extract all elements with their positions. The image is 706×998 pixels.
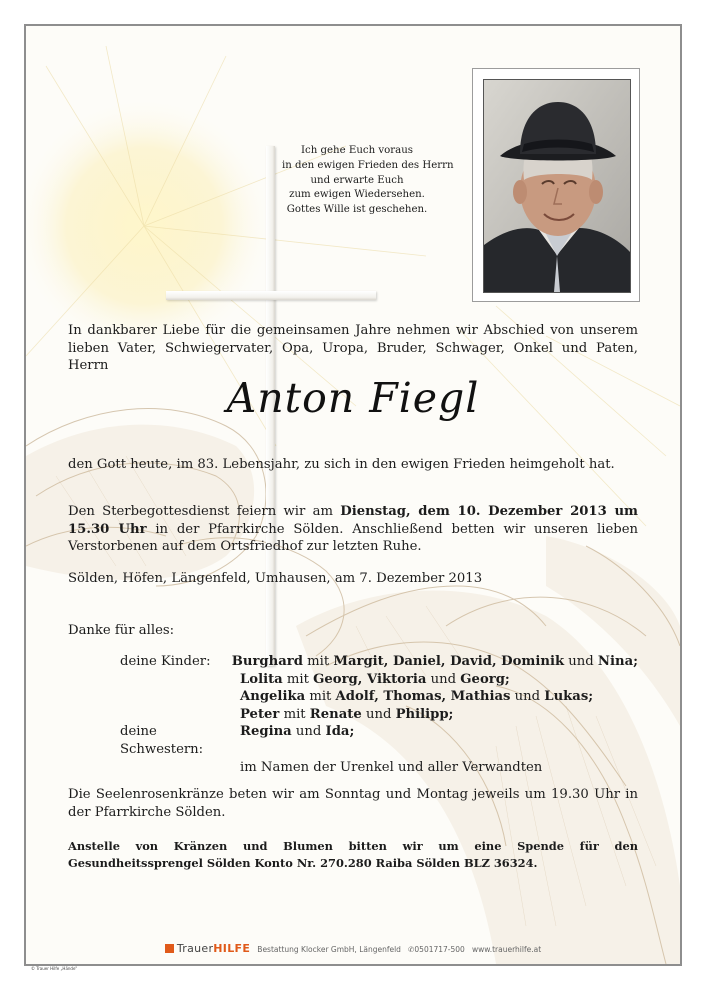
family-label-empty: [68, 759, 240, 777]
family-row: [68, 653, 638, 671]
family-row: [68, 723, 638, 758]
family-connector: mit: [302, 654, 334, 669]
family-row: [68, 759, 638, 777]
family-member-name: Philipp;: [395, 706, 454, 722]
obituary-sheet: [24, 24, 682, 966]
family-row: [68, 688, 638, 706]
donation-paragraph: Anstelle von Kränzen und Blumen bitten wir um eine Spende für den Gesundheitssprengel Sölden Konto Nr. 270.280 Raiba Sölden BLZ 36324.: [68, 839, 638, 870]
siblings-label: deine Schwestern:: [120, 724, 204, 757]
family-member-name: Burghard: [231, 654, 303, 669]
family-label-empty: [68, 671, 240, 689]
thanks-heading: Danke für alles:: [68, 623, 175, 638]
family-connector: und: [426, 671, 461, 687]
family-line: [240, 723, 638, 758]
family-member-name: Angelika: [240, 689, 306, 705]
family-line: [240, 688, 638, 706]
death-statement: den Gott heute, im 83. Lebensjahr, zu sich in den ewigen Frieden heimgeholt hat.: [68, 457, 615, 472]
footer-website: www.trauerhilfe.at: [472, 945, 542, 954]
family-member-name: Ida;: [325, 724, 355, 740]
family-connector: und: [361, 706, 396, 722]
family-member-name: Adolf, Thomas, Mathias: [335, 689, 511, 705]
family-line: [240, 706, 638, 724]
family-member-name: Lolita: [240, 671, 283, 687]
verse-line: in den ewigen Frieden des Herrn: [282, 159, 454, 171]
family-connector: mit: [279, 706, 310, 722]
family-member-name: Georg;: [460, 671, 510, 687]
family-connector: mit: [305, 689, 336, 705]
portrait-photo: [483, 79, 631, 293]
deceased-name: Anton Fiegl: [226, 374, 480, 422]
footer-company: Bestattung Klocker GmbH, Längenfeld: [257, 945, 401, 954]
footer-phone: 0501717-500: [414, 945, 465, 954]
trauerhilfe-logo-icon: [165, 944, 174, 953]
phone-icon: ✆: [408, 945, 415, 954]
family-member-name: Nina;: [597, 654, 638, 669]
verse-line: Gottes Wille ist geschehen.: [286, 204, 428, 216]
family-label-empty: [68, 706, 240, 724]
family-member-name: Georg, Viktoria: [313, 671, 427, 687]
family-member-name: Lukas;: [544, 689, 594, 705]
copyright-note: © Trauer Hilfe „Hände": [31, 966, 78, 971]
logo-text-part2: HILFE: [213, 942, 251, 955]
verse: [282, 144, 454, 218]
family-member-name: Regina: [240, 724, 292, 740]
family-connector: und: [291, 724, 326, 740]
service-text-after: in der Pfarrkirche Sölden. Anschließend betten wir unseren lieben Verstorbenen auf dem Ortsfriedhof zur letzten Ruhe.: [68, 521, 638, 554]
family-label-empty: [68, 688, 240, 706]
family-connector: im Namen der Urenkel und aller Verwandten: [240, 759, 543, 775]
service-paragraph: [68, 503, 638, 556]
family-line: [232, 653, 638, 671]
family-connector: mit: [282, 671, 314, 687]
footer: [26, 942, 680, 955]
cross-horizontal-beam: [166, 291, 376, 300]
family-list: [68, 653, 638, 776]
logo-text-part1: Trauer: [176, 942, 214, 955]
verse-line: Ich gehe Euch voraus: [300, 145, 414, 156]
family-member-name: Margit, Daniel, David, Dominik: [333, 654, 565, 669]
family-member-name: Peter: [240, 706, 280, 722]
trauerhilfe-logo: [177, 942, 250, 955]
verse-line: und erwarte Euch: [310, 174, 404, 186]
place-and-date: Sölden, Höfen, Längenfeld, Umhausen, am 7. Dezember 2013: [68, 571, 483, 586]
family-line: [240, 671, 638, 689]
intro-paragraph: In dankbarer Liebe für die gemeinsamen Jahre nehmen wir Abschied von unserem lieben Vater, Schwiegervater, Opa, Uropa, Bruder, Schwager, Onkel und Paten, Herrn: [68, 323, 638, 373]
family-row: [68, 706, 638, 724]
rosary-paragraph: Die Seelenrosenkränze beten wir am Sonntag und Montag jeweils um 19.30 Uhr in der Pfarrkirche Sölden.: [68, 787, 638, 820]
children-label: deine Kinder:: [120, 654, 211, 669]
family-row: [68, 671, 638, 689]
family-member-name: Renate: [309, 706, 362, 722]
service-date-time: Dienstag, dem 10. Dezember 2013 um 15.30 Uhr: [68, 504, 638, 537]
portrait-frame: [472, 68, 640, 302]
family-connector: und: [564, 654, 598, 669]
family-line: [240, 759, 638, 777]
verse-line: zum ewigen Wiedersehen.: [289, 189, 425, 201]
portrait-illustration: [484, 80, 630, 292]
service-text-before: Den Sterbegottesdienst feiern wir am: [68, 504, 341, 519]
family-connector: und: [510, 689, 545, 705]
